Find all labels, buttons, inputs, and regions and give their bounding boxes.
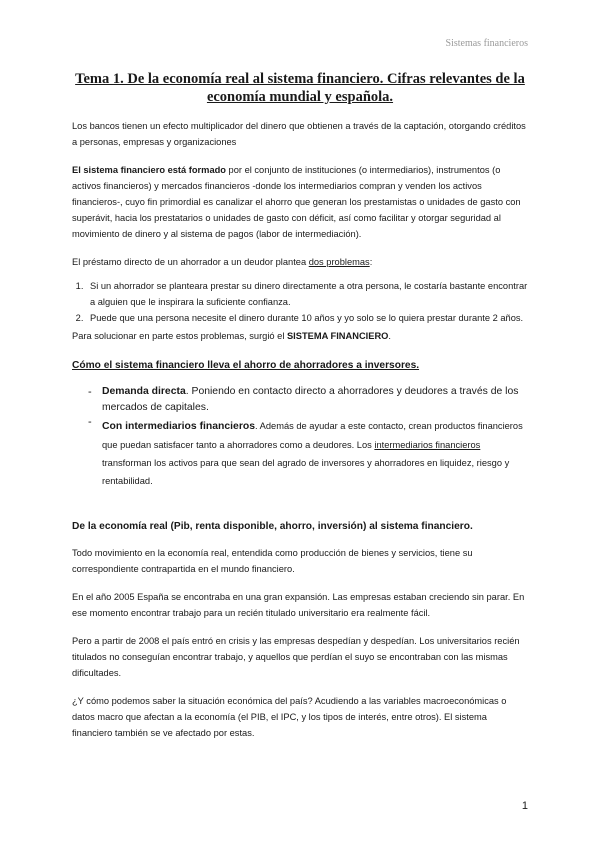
document-body bbox=[72, 70, 528, 753]
solution-tail: . bbox=[388, 331, 391, 341]
paragraph: Pero a partir de 2008 el país entró en crisis y las empresas despedían y despedían. Los universitarios recién titulados no conseguían encontrar trabajo, y aquellos que perdían el suyo se encontraban con las mismas dificultades. bbox=[72, 636, 520, 678]
definition-paragraph bbox=[72, 162, 528, 242]
solution-paragraph bbox=[72, 328, 528, 344]
solution-bold: SISTEMA FINANCIERO bbox=[286, 331, 389, 341]
section2-heading: De la economía real (Pib, renta disponible, ahorro, inversión) al sistema financiero. bbox=[72, 521, 473, 532]
problems-list bbox=[72, 278, 528, 326]
item-bold: Demanda directa bbox=[102, 386, 186, 397]
item-text: . Poniendo en contacto directo a ahorradores y deudores a través de los mercados de capitales. bbox=[102, 386, 519, 413]
item-tail: transforman los activos para que sean del agrado de inversores y ahorradores en liquidez, riesgo y rentabilidad. bbox=[102, 458, 510, 486]
section1-list bbox=[88, 384, 528, 489]
loan-problem-lead: El préstamo directo de un ahorrador a un deudor plantea bbox=[72, 257, 309, 267]
item-bold: Con intermediarios financieros bbox=[102, 421, 256, 432]
paragraph: En el año 2005 España se encontraba en una gran expansión. Las empresas estaban creciendo sin parar. En ese momento encontrar trabajo para un recién titulado universitario era realmente fácil. bbox=[72, 592, 525, 618]
paragraph: Todo movimiento en la economía real, entendida como producción de bienes y servicios, tiene su correspondiente contrapartida en el mundo financiero. bbox=[72, 548, 473, 574]
intro-paragraph: Los bancos tienen un efecto multiplicador del dinero que obtienen a través de la captación, otorgando créditos a personas, empresas y organizaciones bbox=[72, 121, 526, 147]
solution-lead: Para solucionar en parte estos problemas, surgió el bbox=[72, 331, 287, 341]
definition-text: por el conjunto de instituciones (o intermediarios), instrumentos (o activos financieros) y mercados financieros -donde los intermediarios compran y venden los activos financieros-, cuyo fin primordial es canalizar el ahorro que generan los prestamistas o unidades de gasto con superávit, hacia los prestatarios o unidades de gasto con déficit, así como facilitar y otorgar seguridad al movimiento de dinero y al sistema de pagos (labor de intermediación). bbox=[72, 165, 521, 239]
running-header: Sistemas financieros bbox=[445, 38, 528, 49]
loan-problem-paragraph bbox=[72, 254, 528, 270]
item-text: . Además de ayudar a este contacto, crean productos financieros que puedan satisfacer tanto a ahorradores como a deudores. Los bbox=[102, 421, 523, 450]
section1-heading: Cómo el sistema financiero lleva el ahorro de ahorradores a inversores. bbox=[72, 360, 420, 371]
page-number: 1 bbox=[521, 800, 528, 812]
list-item: 1. Si un ahorrador se planteara prestar su dinero directamente a otra persona, le costaría bastante encontrar a alguien que le inspirara la suficiente confianza. bbox=[86, 278, 528, 310]
definition-bold: El sistema financiero está formado bbox=[72, 165, 226, 175]
page-title: Tema 1. De la economía real al sistema financiero. Cifras relevantes de la economía mundial y española. bbox=[75, 71, 525, 105]
intermediarios-link: intermediarios financieros bbox=[374, 440, 481, 450]
dos-problemas-link: dos problemas bbox=[308, 257, 370, 267]
loan-problem-tail: : bbox=[369, 257, 373, 267]
list-item bbox=[88, 416, 528, 489]
paragraph: ¿Y cómo podemos saber la situación económica del país? Acudiendo a las variables macroeconómicas o datos macro que afectan a la economía (el PIB, el IPC, y los tipos de interés, entre otros). El sistema financiero también se ve afectado por estas. bbox=[72, 696, 507, 738]
list-item bbox=[88, 384, 528, 416]
list-item: 2. Puede que una persona necesite el dinero durante 10 años y yo solo se lo quiera prestar durante 2 años. bbox=[86, 310, 528, 326]
